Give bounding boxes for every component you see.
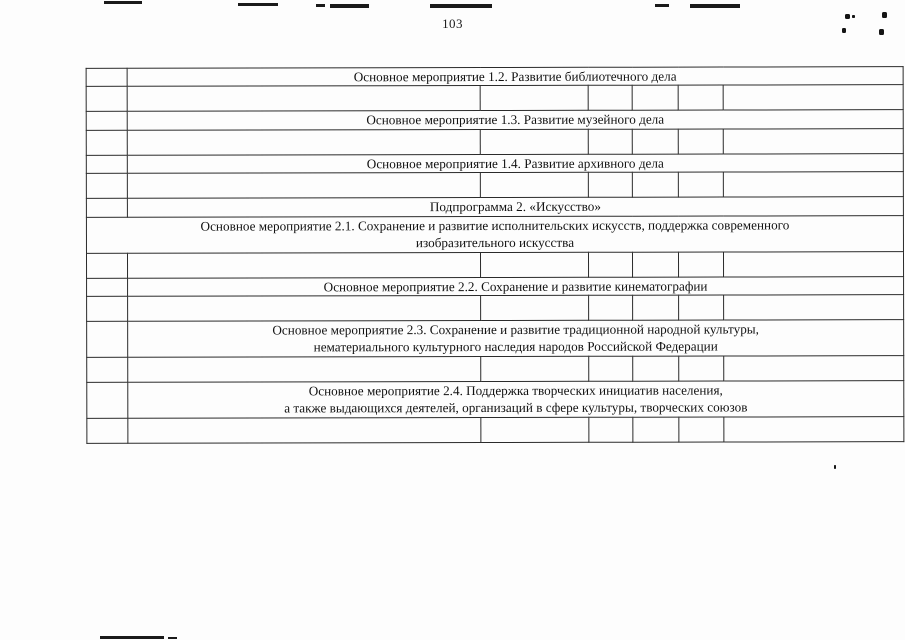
data-cell [632, 252, 678, 277]
measure-title-cell [128, 276, 904, 296]
row-number-cell [86, 155, 127, 174]
data-cell [589, 295, 633, 320]
page-number: 103 [442, 16, 463, 31]
data-cell [86, 87, 127, 112]
measure-title-line: Основное мероприятие 2.4. Поддержка творческих инициатив населения, [308, 382, 723, 399]
measure-title-line: нематериального культурного наследия народов Российской Федерации [313, 338, 718, 355]
data-cell [480, 173, 588, 198]
row-data-2-3 [87, 355, 904, 382]
data-cell [723, 85, 903, 110]
data-cell [588, 252, 632, 277]
data-cell [481, 295, 589, 320]
data-cell [86, 130, 127, 155]
row-measure-1-3 [86, 110, 903, 130]
row-measure-1-4 [86, 153, 903, 173]
measure-title-cell [127, 197, 903, 217]
data-cell [86, 253, 127, 278]
measure-title-line: Подпрограмма 2. «Искусство» [429, 199, 601, 215]
row-measure-2-4 [87, 380, 904, 418]
row-number-cell [87, 382, 128, 418]
measure-title-line: Основное мероприятие 2.1. Сохранение и развитие исполнительских искусств, поддержка современного [200, 217, 790, 234]
data-cell [678, 85, 723, 110]
data-cell [127, 86, 480, 112]
data-cell [679, 417, 724, 442]
data-cell [723, 172, 903, 197]
data-cell [632, 129, 678, 154]
data-cell [678, 129, 723, 154]
scan-artifact-top-2 [238, 3, 278, 6]
row-number-cell [87, 321, 128, 357]
measure-title-cell [86, 215, 903, 253]
data-cell [127, 129, 480, 155]
scan-artifact-top-1 [104, 1, 142, 4]
measure-title-line: Основное мероприятие 1.3. Развитие музейного дела [366, 112, 665, 128]
data-cell [481, 356, 589, 381]
data-cell [633, 417, 679, 442]
data-cell [724, 416, 904, 441]
scan-artifact-top-6 [655, 4, 669, 7]
row-data-1-3 [86, 128, 903, 155]
scan-artifact-top-3 [316, 4, 325, 7]
data-cell [588, 86, 632, 111]
row-data-2-4 [87, 416, 904, 443]
data-cell [679, 356, 724, 381]
row-measure-2-2 [87, 276, 904, 296]
scan-artifact-bottom [100, 636, 164, 639]
data-cell [128, 356, 481, 382]
data-cell [678, 172, 723, 197]
data-cell [632, 172, 678, 197]
data-cell [724, 355, 904, 380]
data-cell [723, 251, 903, 276]
data-cell [632, 86, 678, 111]
measure-title-line: Основное мероприятие 1.4. Развитие архивного дела [366, 155, 664, 172]
measure-title-cell [128, 320, 904, 357]
measure-title-line: Основное мероприятие 1.2. Развитие библиотечного дела [353, 68, 677, 85]
data-cell [633, 295, 679, 320]
data-cell [723, 128, 903, 153]
data-cell [588, 129, 632, 154]
data-cell [87, 418, 128, 443]
row-number-cell [87, 278, 128, 297]
row-measure-2-1 [86, 215, 903, 253]
row-number-cell [86, 199, 127, 218]
measure-title-cell [127, 153, 903, 173]
data-cell [86, 174, 127, 199]
scan-speckle-6 [834, 465, 836, 469]
scan-artifact-top-7 [690, 4, 740, 8]
measure-title-cell [127, 67, 903, 87]
scan-artifact-top-4 [330, 4, 369, 8]
data-cell [480, 129, 588, 154]
data-cell [679, 295, 724, 320]
measure-title-line: Основное мероприятие 2.3. Сохранение и развитие традиционной народной культуры, [272, 321, 759, 338]
data-cell [128, 295, 481, 321]
row-data-1-4 [86, 172, 903, 199]
data-cell [87, 357, 128, 382]
data-cell [588, 172, 632, 197]
data-cell [127, 173, 480, 199]
row-measure-2-3 [87, 320, 904, 358]
data-cell [633, 356, 679, 381]
row-number-cell [86, 68, 127, 87]
data-cell [87, 296, 128, 321]
data-cell [480, 86, 588, 111]
row-data-2-2 [87, 295, 904, 322]
measure-title-line: изобразительного искусства [415, 234, 575, 251]
measure-title-line: а также выдающихся деятелей, организаций в сфере культуры, творческих союзов [284, 399, 748, 416]
scan-artifact-top-5 [430, 4, 492, 8]
row-data-2-1 [86, 251, 903, 278]
data-cell [128, 417, 481, 443]
table-body [86, 67, 904, 443]
data-cell [481, 417, 589, 442]
data-cell [724, 295, 904, 320]
data-cell [589, 417, 633, 442]
data-cell [480, 252, 588, 277]
program-measures-table [86, 66, 905, 443]
data-cell [678, 252, 723, 277]
scan-artifact-bottom-dots [168, 637, 177, 639]
measure-title-cell [127, 110, 903, 130]
row-data-1-2 [86, 85, 903, 112]
data-cell [589, 356, 633, 381]
measure-title-line: Основное мероприятие 2.2. Сохранение и развитие кинематографии [323, 278, 708, 294]
data-cell [127, 252, 480, 278]
row-subprogram-2 [86, 197, 903, 217]
row-measure-1-2 [86, 67, 903, 87]
row-number-cell [86, 112, 127, 131]
measure-title-cell [128, 380, 904, 417]
